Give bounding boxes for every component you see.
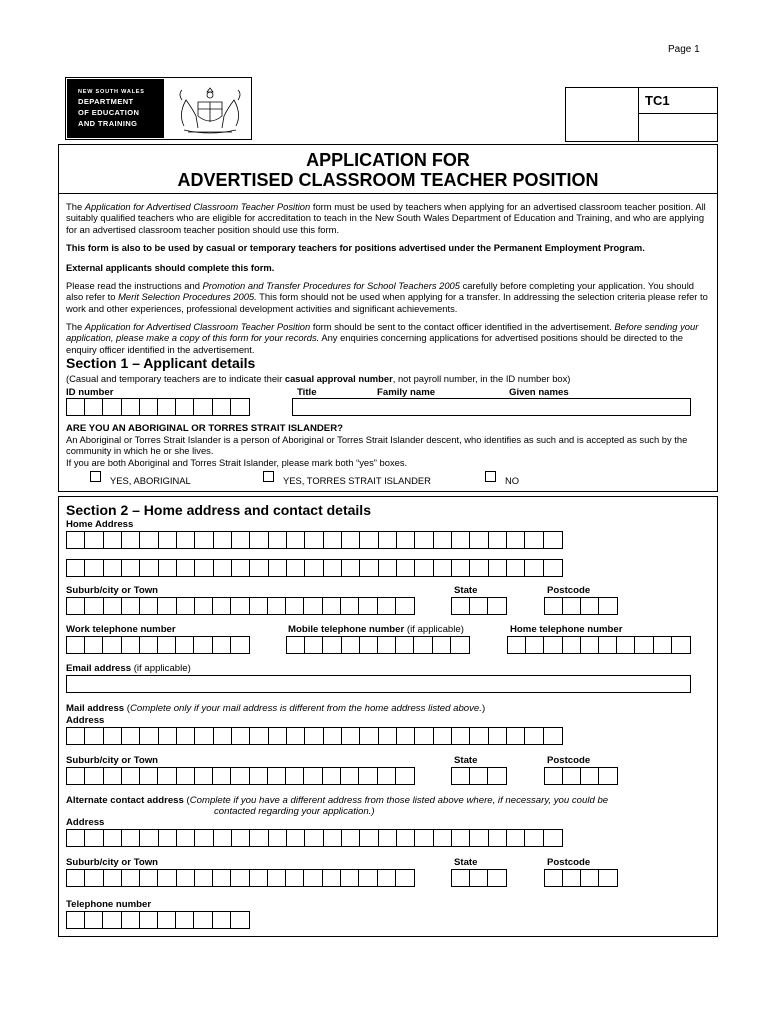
mobile-phone-input[interactable] — [286, 636, 470, 654]
id-number-input[interactable] — [66, 398, 250, 416]
alt-address-input[interactable] — [66, 829, 563, 847]
torres-strait-option-label: YES, TORRES STRAIT ISLANDER — [283, 475, 431, 486]
mail-state-input[interactable] — [451, 767, 507, 785]
title-label: Title — [297, 387, 317, 398]
intro-paragraph-1: The Application for Advertised Classroom Teacher Position form must be used by teachers when applying for an advertised classroom teacher position. All suitably qualified teachers who are eligible for accreditation to teach in the New South Wales Department of Education and Training, and who are applying for an advertised classroom teacher position should use this form. — [66, 201, 706, 235]
given-names-label: Given names — [509, 387, 569, 398]
aboriginal-checkbox[interactable] — [90, 471, 101, 482]
work-phone-label: Work telephone number — [66, 624, 176, 635]
state-input[interactable] — [451, 597, 507, 615]
intro-paragraph-4: Please read the instructions and Promotion and Transfer Procedures for School Teachers 2005 carefully before completing your application. You should also refer to Merit Selection Procedures 2005. This form should not be used when applying for a transfer. In addressing the selection criteria please refer to work and other experiences, professional development activities and significant achievements. — [66, 280, 708, 314]
alt-suburb-label: Suburb/city or Town — [66, 857, 159, 868]
section2-container — [58, 496, 718, 937]
mail-postcode-input[interactable] — [544, 767, 618, 785]
mobile-phone-label: Mobile telephone number (if applicable) — [288, 624, 464, 635]
atsi-description: An Aboriginal or Torres Strait Islander is a person of Aboriginal or Torres Strait Islander descent, who identifies as such and is accepted as such by the community in which he or she lives. — [66, 434, 688, 457]
home-address-input-line2[interactable] — [66, 559, 563, 577]
alt-contact-label: Alternate contact address (Complete if you have a different address from those listed above where, if necessary, you could be — [66, 795, 609, 806]
alt-address-label: Address — [66, 817, 105, 828]
atsi-question: ARE YOU AN ABORIGINAL OR TORRES STRAIT ISLANDER? — [66, 423, 343, 434]
coat-of-arms-icon — [170, 82, 250, 137]
mail-address-label: Mail address (Complete only if your mail address is different from the home address listed above.) — [66, 703, 486, 714]
section1-note: (Casual and temporary teachers are to indicate their casual approval number, not payroll number, in the ID number box) — [66, 373, 571, 384]
alt-postcode-label: Postcode — [547, 857, 591, 868]
alt-state-label: State — [454, 857, 478, 868]
work-phone-input[interactable] — [66, 636, 250, 654]
form-title-line2: ADVERTISED CLASSROOM TEACHER POSITION — [177, 170, 599, 190]
section2-heading: Section 2 – Home address and contact details — [66, 502, 371, 518]
torres-strait-checkbox[interactable] — [263, 471, 274, 482]
alt-telephone-input[interactable] — [66, 911, 250, 929]
suburb-input[interactable] — [66, 597, 415, 615]
title-divider — [59, 193, 717, 194]
form-title-line1: APPLICATION FOR — [306, 150, 470, 170]
mail-suburb-label: Suburb/city or Town — [66, 755, 159, 766]
intro-paragraph-5: The Application for Advertised Classroom Teacher Position form should be sent to the contact officer identified in the advertisement. Before sending your application, please make a copy of this form for your records. Any enquiries concerning applications for advertised positions should be directed to the enquiry officer identified in the advertisement. — [66, 321, 699, 355]
office-use-box — [565, 87, 718, 142]
mail-suburb-input[interactable] — [66, 767, 415, 785]
mail-address-sublabel: Address — [66, 715, 105, 726]
state-label: State — [454, 585, 478, 596]
name-input[interactable] — [292, 398, 691, 416]
mail-postcode-label: Postcode — [547, 755, 591, 766]
postcode-label: Postcode — [547, 585, 591, 596]
section1-container — [58, 144, 718, 492]
home-address-label: Home Address — [66, 519, 134, 530]
mail-address-input[interactable] — [66, 727, 563, 745]
email-input[interactable] — [66, 675, 691, 693]
home-phone-label: Home telephone number — [510, 624, 623, 635]
id-number-label: ID number — [66, 387, 114, 398]
section1-heading: Section 1 – Applicant details — [66, 355, 256, 371]
family-name-label: Family name — [377, 387, 436, 398]
alt-contact-note: contacted regarding your application.) — [214, 806, 375, 817]
postcode-input[interactable] — [544, 597, 618, 615]
alt-state-input[interactable] — [451, 869, 507, 887]
alt-postcode-input[interactable] — [544, 869, 618, 887]
page-number: Page 1 — [668, 44, 700, 55]
mail-state-label: State — [454, 755, 478, 766]
logo-wordmark: NEW SOUTH WALES DEPARTMENT OF EDUCATION AND TRAINING — [67, 79, 164, 138]
suburb-label: Suburb/city or Town — [66, 585, 159, 596]
home-address-input[interactable] — [66, 531, 563, 549]
no-option-label: NO — [505, 475, 520, 486]
form-code-blank — [638, 113, 718, 142]
alt-suburb-input[interactable] — [66, 869, 415, 887]
alt-telephone-label: Telephone number — [66, 899, 152, 910]
department-logo — [65, 77, 252, 140]
email-label: Email address (if applicable) — [66, 663, 191, 674]
intro-paragraph-3: External applicants should complete this form. — [66, 262, 275, 273]
no-checkbox[interactable] — [485, 471, 496, 482]
intro-paragraph-2: This form is also to be used by casual or temporary teachers for positions advertised under the Permanent Employment Program. — [66, 242, 645, 253]
form-code: TC1 — [638, 87, 718, 114]
home-phone-input[interactable] — [507, 636, 691, 654]
atsi-instruction: If you are both Aboriginal and Torres Strait Islander, please mark both “yes” boxes. — [66, 457, 408, 468]
aboriginal-option-label: YES, ABORIGINAL — [110, 475, 191, 486]
